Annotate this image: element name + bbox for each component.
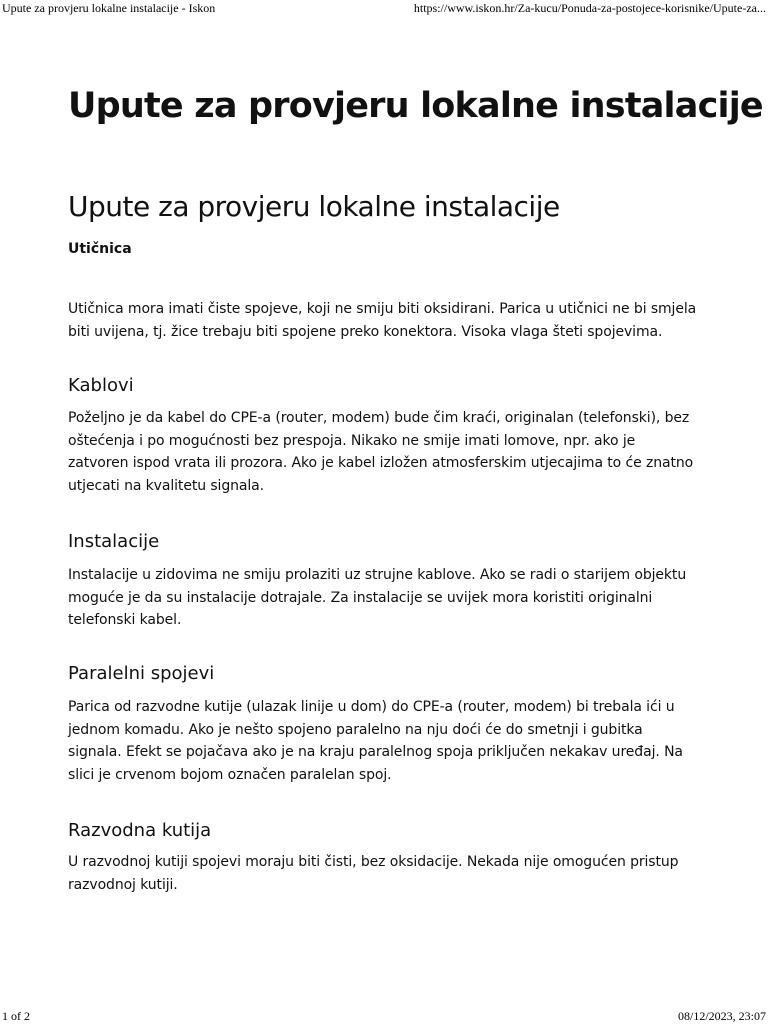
print-header-title: Upute za provjeru lokalne instalacije - Iskon [2, 1, 216, 15]
print-header-url: https://www.iskon.hr/Za-kucu/Ponuda-za-postojece-korisnike/Upute-za... [413, 1, 766, 15]
section-heading-razvodna-kutija: Razvodna kutija [68, 820, 212, 841]
print-datetime: 08/12/2023, 23:07 [677, 1009, 766, 1023]
section-heading-paralelni-spojevi: Paralelni spojevi [68, 663, 215, 684]
page-number: 1 of 2 [2, 1009, 30, 1023]
article-subtitle: Upute za provjeru lokalne instalacije [68, 190, 560, 223]
page-title: Upute za provjeru lokalne instalacije [68, 86, 763, 126]
section-heading-kablovi: Kablovi [68, 375, 134, 396]
section-heading-instalacije: Instalacije [68, 531, 160, 552]
print-header [0, 0, 768, 18]
section-text-paralelni-spojevi: Parica od razvodne kutije (ulazak linije u dom) do CPE-a (router, modem) bi trebala ići u jednom komadu. Ako je nešto spojeno paralelno na nju doći će do smetnji i gubitka signala. Efekt se pojačava ako je na kraju paralelnog spoja priključen nekakav uređaj. Na slici je crvenom bojom označen paralelan spoj. [68, 699, 683, 783]
section-heading-uticnica: Utičnica [68, 241, 132, 257]
section-text-kablovi: Poželjno je da kabel do CPE-a (router, modem) bude čim kraći, originalan (telefonski), bez oštećenja i po mogućnosti bez prespoja. Nikako ne smije imati lomove, npr. ako je zatvoren ispod vrata ili prozora. Ako je kabel izložen atmosferskim utjecajima to će znatno utjecati na kvalitetu signala. [68, 410, 694, 494]
print-footer [0, 1008, 768, 1024]
section-text-instalacije: Instalacije u zidovima ne smiju prolaziti uz strujne kablove. Ako se radi o starijem objektu moguće je da su instalacije dotrajale. Za instalacije se uvijek mora koristiti originalni telefonski kabel. [68, 567, 687, 628]
section-text-razvodna-kutija: U razvodnoj kutiji spojevi moraju biti čisti, bez oksidacije. Nekada nije omogućen pristup razvodnoj kutiji. [68, 854, 679, 893]
section-text-uticnica: Utičnica mora imati čiste spojeve, koji ne smiju biti oksidirani. Parica u utičnici ne bi smjela biti uvijena, tj. žice trebaju biti spojene preko konektora. Visoka vlaga šteti spojevima. [68, 301, 697, 340]
